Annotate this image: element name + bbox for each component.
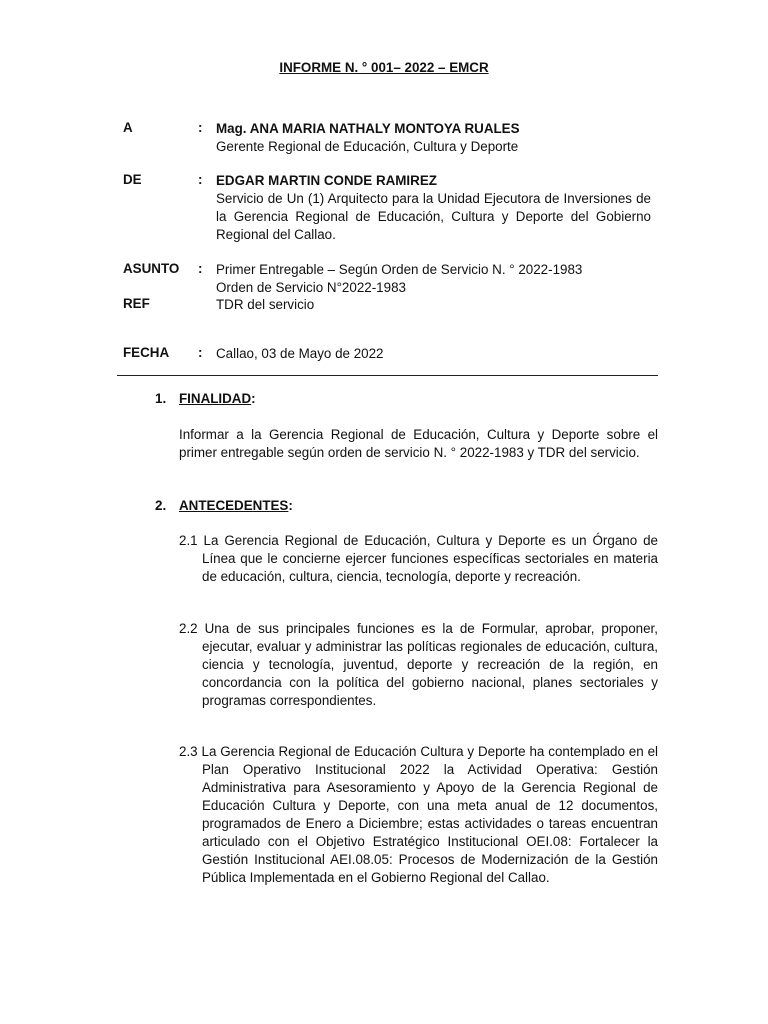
header-subject <box>123 261 658 297</box>
antecedente-number: 2.3 <box>179 744 198 759</box>
header-date-value: Callao, 03 de Mayo de 2022 <box>216 346 384 361</box>
section-antecedentes-heading <box>155 498 293 513</box>
header-to-label: A <box>123 120 133 135</box>
section-colon: : <box>251 391 256 406</box>
recipient-name: Mag. ANA MARIA NATHALY MONTOYA RUALES <box>216 121 520 136</box>
header-from <box>123 172 658 244</box>
sender-name: EDGAR MARTIN CONDE RAMIREZ <box>216 173 437 188</box>
section-finalidad-heading <box>155 391 256 406</box>
antecedente-text: La Gerencia Regional de Educación, Cultura y Deporte es un Órgano de Línea que le concierne ejercer funciones específicas sectoriales en materia de educación, cultura, ciencia, tecnología, deporte y recreación. <box>202 533 658 584</box>
header-from-value <box>216 172 651 244</box>
antecedente-number: 2.2 <box>179 621 198 636</box>
section-title: ANTECEDENTES <box>179 498 289 513</box>
antecedente-number: 2.1 <box>179 533 198 548</box>
antecedente-text: La Gerencia Regional de Educación Cultura y Deporte ha contemplado en el Plan Operativo Institucional 2022 la Actividad Operativa: Gestión Administrativa para Asesoramiento y Apoyo de la Gerencia Regional de Educación Cultura y Deporte, con una meta anual de 12 documentos, programados de Enero a Diciembre; estas actividades o tareas encuentran articulado con el Objetivo Estratégico Institucional OEI.08: Fortalecer la Gestión Institucional AEI.08.05: Procesos de Modernización de la Gestión Pública Implementada en el Gobierno Regional del Callao. <box>201 744 658 885</box>
header-colon: : <box>198 120 203 135</box>
antecedente-item <box>179 620 658 710</box>
subject-line-1: Primer Entregable – Según Orden de Servicio N. ° 2022-1983 <box>216 262 583 277</box>
header-date-label: FECHA <box>123 345 170 360</box>
header-subject-value <box>216 261 651 297</box>
antecedente-item <box>179 532 658 586</box>
header-subject-label: ASUNTO <box>123 261 180 276</box>
section-title: FINALIDAD <box>179 391 252 406</box>
header-ref-label: REF <box>123 296 150 311</box>
section-number: 2. <box>155 498 167 513</box>
sender-role: Servicio de Un (1) Arquitecto para la Unidad Ejecutora de Inversiones de la Gerencia Regional de Educación, Cultura y Deporte del Gobierno Regional del Callao. <box>216 191 651 242</box>
header-colon: : <box>198 172 203 187</box>
header-colon: : <box>198 261 203 276</box>
header-divider <box>117 375 658 376</box>
section-finalidad-body: Informar a la Gerencia Regional de Educación, Cultura y Deporte sobre el primer entregable según orden de servicio N. ° 2022-1983 y TDR del servicio. <box>179 427 658 460</box>
header-from-label: DE <box>123 172 142 187</box>
report-title: INFORME N. ° 001– 2022 – EMCR <box>279 60 489 75</box>
section-colon: : <box>288 498 293 513</box>
header-date <box>123 345 658 363</box>
header-ref <box>123 296 658 314</box>
header-to <box>123 120 658 160</box>
header-ref-value: TDR del servicio <box>216 297 315 312</box>
header-colon: : <box>198 345 203 360</box>
antecedente-text: Una de sus principales funciones es la de Formular, aprobar, proponer, ejecutar, evaluar y administrar las políticas regionales de educación, cultura, ciencia y tecnología, juventud, deporte y recreación de la región, en concordancia con la política del gobierno nacional, planes sectoriales y programas correspondientes. <box>202 621 659 708</box>
subject-line-2: Orden de Servicio N°2022-1983 <box>216 280 406 295</box>
header-to-value <box>216 120 651 156</box>
recipient-role: Gerente Regional de Educación, Cultura y Deporte <box>216 139 519 154</box>
antecedente-item <box>179 743 658 887</box>
section-number: 1. <box>155 391 167 406</box>
